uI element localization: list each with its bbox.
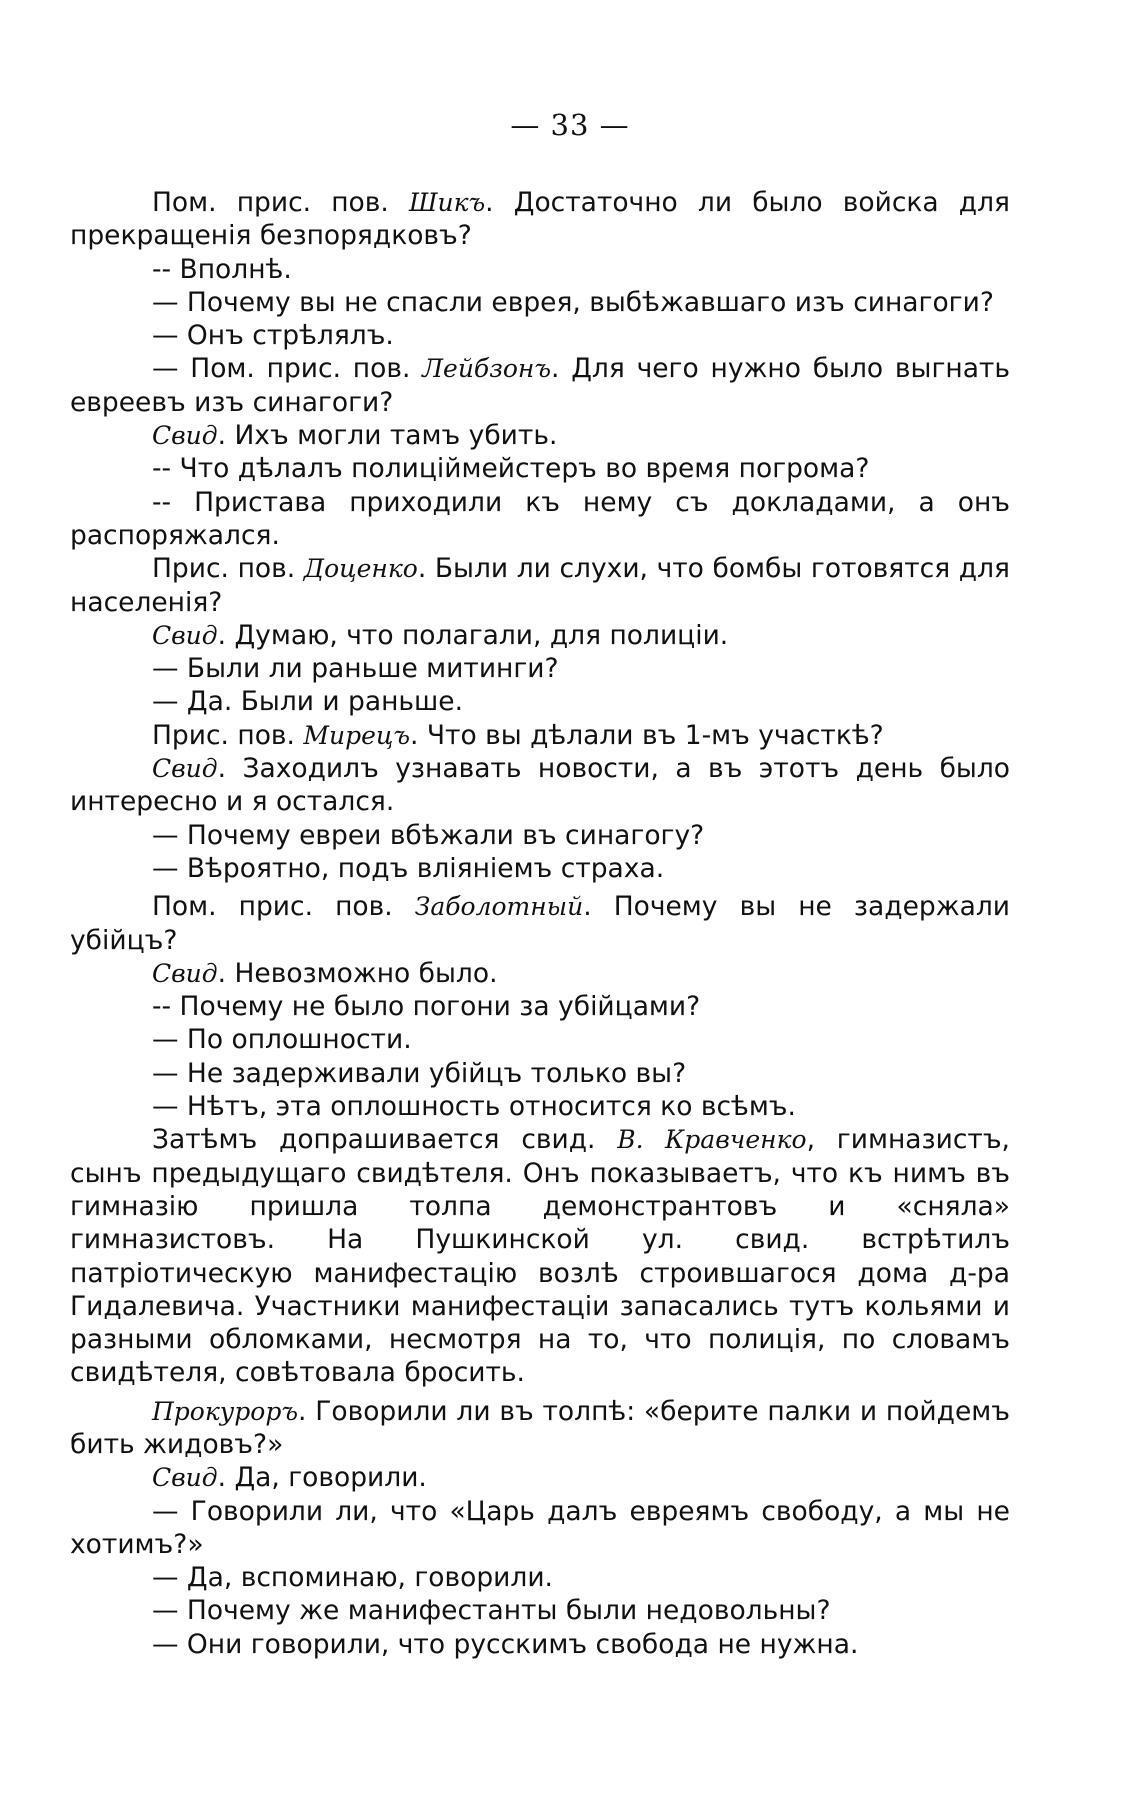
paragraph [70,452,1010,485]
paragraph-text: — Не задерживали убійцъ только вы? [152,1057,687,1089]
speaker-name: Свид [152,1463,218,1493]
paragraph-text: — Почему вы не спасли еврея, выбѣжавшаго изъ синагоги? [152,286,994,318]
speaker-name: Свид [152,754,218,784]
paragraph [70,1495,1010,1562]
paragraph [70,619,1010,652]
page-number: — 33 — [510,108,630,142]
paragraph-text: — Говорили ли, что «Царь далъ евреямъ свободу, а мы не хотимъ?» [70,1495,1010,1560]
paragraph [70,1628,1010,1661]
paragraph [70,286,1010,319]
paragraph [70,1561,1010,1594]
speaker-name: Свид [152,958,218,988]
paragraph-text: -- Вполнѣ. [152,253,292,285]
paragraph-text: . Достаточно ли было войска для прекращенія безпорядковъ? [70,187,1010,252]
speaker-name: Лейбзонъ [422,354,552,384]
paragraph-text: — Они говорили, что русскимъ свобода не нужна. [152,1628,859,1660]
paragraph-text: . Что вы дѣлали въ 1-мъ участкѣ? [410,719,884,751]
paragraph [70,819,1010,852]
paragraph-text: — Пом. прис. пов. [152,353,423,385]
paragraph [70,990,1010,1023]
speaker-name: Доценко [303,554,418,584]
paragraph-text: Пом. прис. пов. [152,891,415,923]
body-text [70,186,1010,1661]
speaker-name: Шикъ [408,188,486,217]
paragraph [70,1090,1010,1123]
paragraph-text: . Да, говорили. [217,1462,427,1494]
paragraph [70,1461,1010,1494]
speaker-name: Свид [152,421,218,451]
paragraph [70,552,1010,619]
speaker-name: Свид [152,620,218,650]
paragraph-text: — Да, вспоминаю, говорили. [152,1562,553,1594]
paragraph [70,1123,1010,1389]
paragraph-text: . Для чего нужно было выгнать евреевъ изъ синагоги? [70,353,1010,418]
paragraph-text: . Ихъ могли тамъ убить. [217,420,558,452]
paragraph-text: . Говорили ли въ толпѣ: «берите палки и пойдемъ бить жидовъ?» [70,1395,1010,1460]
speaker-name: В. Кравченко [617,1125,807,1155]
paragraph-text: -- Что дѣлалъ полиціймейстеръ во время погрома? [152,453,870,485]
paragraph-text: . Думаю, что полагали, для полиціи. [217,619,729,651]
paragraph [70,1023,1010,1056]
paragraph [70,890,1010,957]
paragraph-text: -- Почему не было погони за убійцами? [152,991,701,1023]
paragraph-text: . Заходилъ узнавать новости, а въ этотъ день было интересно и я остался. [70,753,1010,818]
paragraph-text: Прис. пов. [152,719,304,751]
paragraph-text: — Вѣроятно, подъ вліяніемъ страха. [152,852,665,884]
paragraph [70,352,1010,419]
paragraph-text: — Нѣтъ, эта оплошность относится ко всѣмъ. [152,1091,796,1123]
paragraph-text: Прис. пов. [152,553,304,585]
paragraph-text: -- Пристава приходили къ нему съ докладами, а онъ распоряжался. [70,486,1010,551]
paragraph [70,253,1010,286]
paragraph-text: — По оплошности. [152,1024,412,1056]
paragraph [70,319,1010,352]
paragraph-text: Пом. прис. пов. [152,187,409,218]
paragraph [70,186,1010,253]
speaker-name: Прокуроръ [152,1396,299,1426]
paragraph-text: — Почему же манифестанты были недовольны? [152,1595,831,1627]
paragraph-text: — Были ли раньше митинги? [152,653,559,685]
speaker-name: Заболотный [414,892,584,922]
paragraph [70,1057,1010,1090]
paragraph [70,1395,1010,1462]
paragraph-text: — Да. Были и раньше. [152,686,464,718]
paragraph-text: — Онъ стрѣлялъ. [152,320,394,352]
paragraph [70,1594,1010,1627]
paragraph [70,752,1010,819]
paragraph [70,719,1010,752]
paragraph-text: Затѣмъ допрашивается свид. [152,1124,618,1156]
speaker-name: Мирецъ [303,720,411,750]
paragraph [70,957,1010,990]
paragraph [70,652,1010,685]
paragraph-text: . Почему вы не задержали убійцъ? [70,891,1010,956]
paragraph [70,486,1010,553]
paragraph-text: . Были ли слухи, что бомбы готовятся для населенія? [70,553,1010,618]
paragraph [70,419,1010,452]
paragraph [70,685,1010,718]
paragraph [70,852,1010,885]
paragraph-text: , гимназистъ, сынъ предыдущаго свидѣтеля. Онъ показываетъ, что къ нимъ въ гимназію пришла толпа демонстрантовъ и «сняла» гимназистовъ. На Пушкинской ул. свид. встрѣтилъ патріотическую манифестацію возлѣ строившагося дома д-ра Гидалевича. Участники манифестаціи запасались тутъ кольями и разными обломками, несмотря на то, что полиція, по словамъ свидѣтеля, совѣтовала бросить. [70,1124,1010,1389]
paragraph-text: . Невозможно было. [217,957,498,989]
paragraph-text: — Почему евреи вбѣжали въ синагогу? [152,819,705,851]
